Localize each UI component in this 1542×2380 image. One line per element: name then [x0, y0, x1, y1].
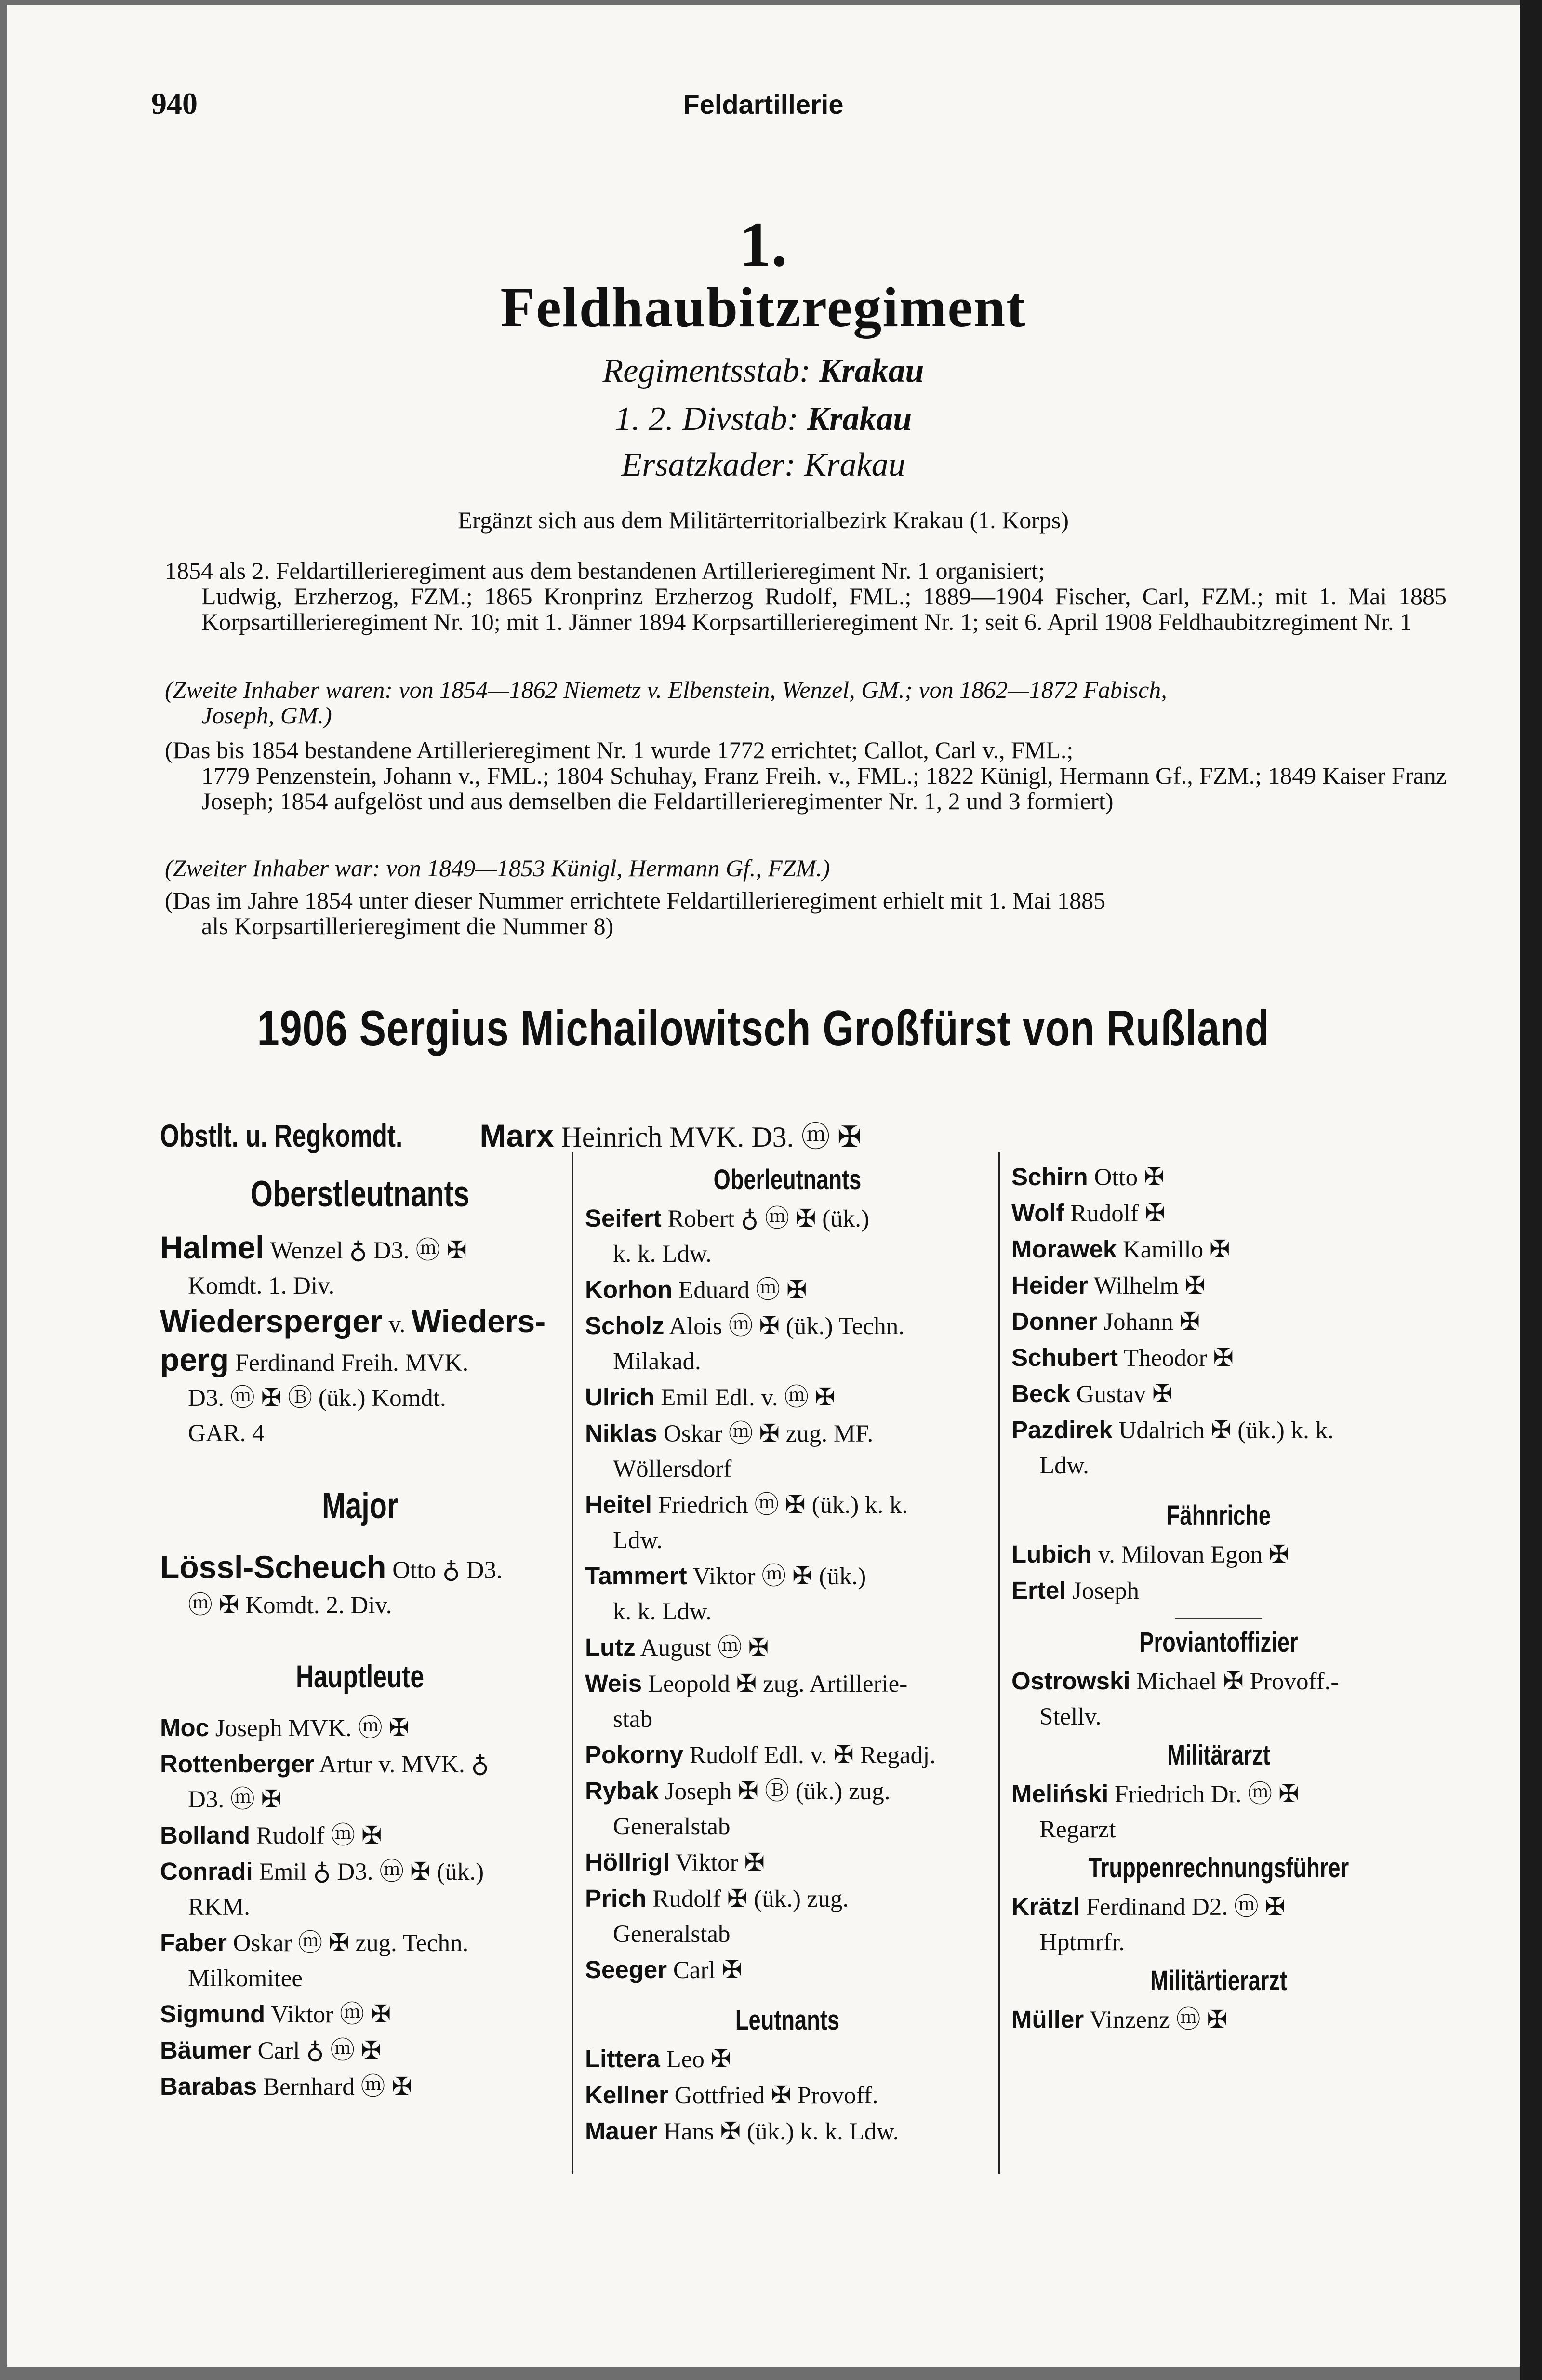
roster-entry: Lubich v. Milovan Egon ✠ [1011, 1540, 1289, 1568]
roster-entry: Rottenberger Artur v. MVK. ♁ [160, 1750, 489, 1778]
roster-entry-detail: Ldw. [1039, 1452, 1089, 1479]
roster-entry: Seeger Carl ✠ [585, 1956, 743, 1984]
roster-entry-detail: Hptmrfr. [1039, 1929, 1125, 1956]
roster-entry: Ertel Joseph [1011, 1577, 1139, 1604]
history-paragraph: 1854 als 2. Feldartillerieregiment aus dem bestandenen Artillerieregiment Nr. 1 organisiert; Ludwig, Erzherzog, FZM.; 1865 Kronprinz Erzherzog Rudolf, FML.; 1889—1904 Fischer, Carl, FZM.; mit 1. Mai 1885 Korpsartillerieregiment Nr. 10; mit 1. Jänner 1894 Korpsartillerieregiment Nr. 1; seit 6. April 1908 Feldhaubitzregiment Nr. 1 [165, 557, 1447, 635]
roster-entry: Ostrowski Michael ✠ Provoff.- [1011, 1667, 1339, 1695]
roster-entry: Kellner Gottfried ✠ Provoff. [585, 2081, 878, 2109]
roster-entry: Tammert Viktor ⓜ ✠ (ük.) [585, 1562, 866, 1590]
roster-entry-detail: Regarzt [1039, 1816, 1116, 1843]
history-paragraph: (Das im Jahre 1854 unter dieser Nummer errichtete Feldartillerieregiment erhielt mit 1. Mai 1885 als Korpsartillerieregiment die Nummer 8) [165, 887, 1106, 939]
roster-entry: Wiedersperger v. Wieders- [160, 1303, 546, 1339]
roster-entry: Schirn Otto ✠ [1011, 1163, 1165, 1191]
commander-line: Obstlt. u. Regkomdt. Marx Heinrich MVK. D3. ⓜ ✠ [160, 1118, 862, 1153]
roster-entry: Krätzl Ferdinand D2. ⓜ ✠ [1011, 1893, 1286, 1921]
roster-entry-detail: ⓜ ✠ Komdt. 2. Div. [188, 1592, 392, 1619]
roster-entry: Morawek Kamillo ✠ [1011, 1235, 1230, 1263]
roster-entry: Weis Leopold ✠ zug. Artillerie- [585, 1670, 908, 1698]
history-paragraph: (Zweiter Inhaber war: von 1849—1853 Künigl, Hermann Gf., FZM.) [165, 855, 830, 882]
roster-entry-detail: Generalstab [613, 1813, 731, 1840]
divider [1175, 1618, 1262, 1619]
roster-entry: Lössl-Scheuch Otto ♁ D3. [160, 1549, 503, 1585]
roster-entry: Pazdirek Udalrich ✠ (ük.) k. k. [1011, 1416, 1334, 1444]
section-heading-truppenrechnungsfuehrer: Truppenrechnungsführer [1088, 1852, 1349, 1884]
roster-entry: Höllrigl Viktor ✠ [585, 1848, 765, 1876]
section-heading-major: Major [321, 1485, 399, 1526]
roster-entry-detail: k. k. Ldw. [613, 1598, 712, 1625]
page-header [7, 86, 1520, 129]
roster-entry: Pokorny Rudolf Edl. v. ✠ Regadj. [585, 1741, 936, 1769]
roster-entry: Faber Oskar ⓜ ✠ zug. Techn. [160, 1929, 469, 1957]
page-number: 940 [151, 86, 198, 120]
roster-entry: Littera Leo ✠ [585, 2045, 731, 2073]
recruitment-line: Ergänzt sich aus dem Militärterritorialbezirk Krakau (1. Korps) [457, 507, 1069, 534]
section-heading-faehnriche: Fähnriche [1166, 1500, 1271, 1531]
section-heading-oberleutnants: Oberleutnants [713, 1164, 862, 1195]
history-paragraph: (Zweite Inhaber waren: von 1854—1862 Niemetz v. Elbenstein, Wenzel, GM.; von 1862—1872 Fabisch, Joseph, GM.) [165, 676, 1167, 729]
roster-entry: Donner Johann ✠ [1011, 1308, 1200, 1336]
roster-entry-detail: D3. ⓜ ✠ [188, 1786, 282, 1813]
staff-line: Regimentsstab: Krakau [602, 352, 924, 389]
section-heading-oberstleutnants: Oberstleutnants [250, 1174, 470, 1215]
division-staff-line: 1. 2. Divstab: Krakau [614, 401, 912, 438]
reserve-line: Ersatzkader: Krakau [621, 446, 905, 483]
roster-entry-detail: Komdt. 1. Div. [188, 1272, 335, 1299]
roster-entry: Halmel Wenzel ♁ D3. ⓜ ✠ [160, 1230, 467, 1265]
column-divider [998, 1152, 1000, 2174]
roster-entry: Müller Vinzenz ⓜ ✠ [1011, 2006, 1228, 2033]
column-divider [572, 1152, 573, 2174]
roster-entry: Mauer Hans ✠ (ük.) k. k. Ldw. [585, 2117, 899, 2145]
roster-entry: Wolf Rudolf ✠ [1011, 1199, 1166, 1227]
roster-entry-detail: Generalstab [613, 1921, 731, 1948]
roster-entry: Bäumer Carl ♁ ⓜ ✠ [160, 2036, 382, 2064]
column-2 [585, 1159, 990, 2150]
roster-entry: Conradi Emil ♁ D3. ⓜ ✠ (ük.) [160, 1858, 484, 1885]
running-title: Feldartillerie [683, 89, 844, 120]
roster-entry-detail: Stellv. [1039, 1703, 1102, 1730]
proprietor-heading: 1906 Sergius Michailowitsch Großfürst von Rußland [257, 1001, 1270, 1056]
roster-entry: Rybak Joseph ✠ Ⓑ (ük.) zug. [585, 1777, 891, 1805]
history-paragraph: (Das bis 1854 bestandene Artillerieregiment Nr. 1 wurde 1772 errichtet; Callot, Carl v., FML.; 1779 Penzenstein, Johann v., FML.; 1804 Schuhay, Franz Freih. v., FML.; 1822 Künigl, Hermann Gf., FZM.; 1849 Kaiser Franz Joseph; 1854 aufgelöst und aus demselben die Feldartillerieregimenter Nr. 1, 2 und 3 formiert) [165, 736, 1447, 815]
document-page [7, 5, 1520, 2367]
roster-entry: Beck Gustav ✠ [1011, 1380, 1173, 1408]
roster-entry: Heitel Friedrich ⓜ ✠ (ük.) k. k. [585, 1491, 908, 1519]
roster-entry: Meliński Friedrich Dr. ⓜ ✠ [1011, 1780, 1299, 1808]
roster-entry: Lutz August ⓜ ✠ [585, 1633, 769, 1661]
roster-entry: Barabas Bernhard ⓜ ✠ [160, 2072, 412, 2100]
section-heading-proviantoffizier: Proviantoffizier [1139, 1627, 1298, 1658]
roster-entry-detail: Ldw. [613, 1527, 663, 1554]
section-heading-militaerarzt: Militärarzt [1167, 1739, 1270, 1771]
roster-entry-detail: Milakad. [613, 1348, 701, 1375]
roster-entry-detail: Milkomitee [188, 1965, 303, 1992]
roster-entry-detail: D3. ⓜ ✠ Ⓑ (ük.) Komdt. [188, 1385, 446, 1412]
regiment-title: Feldhaubitzregiment [500, 276, 1026, 339]
roster-entry: Ulrich Emil Edl. v. ⓜ ✠ [585, 1383, 836, 1411]
roster-entry: Niklas Oskar ⓜ ✠ zug. MF. [585, 1419, 874, 1447]
roster-entry-detail: RKM. [188, 1894, 250, 1921]
roster-entry: Seifert Robert ♁ ⓜ ✠ (ük.) [585, 1204, 870, 1232]
scan-edge [1520, 0, 1542, 2380]
roster-entry-detail: k. k. Ldw. [613, 1241, 712, 1268]
roster-entry: Prich Rudolf ✠ (ük.) zug. [585, 1885, 849, 1912]
roster-entry-detail: GAR. 4 [188, 1420, 265, 1447]
roster-entry: Bolland Rudolf ⓜ ✠ [160, 1821, 382, 1849]
roster-entry-detail: Wöllersdorf [613, 1456, 732, 1483]
roster-entry: Korhon Eduard ⓜ ✠ [585, 1276, 807, 1304]
roster-entry-detail: perg Ferdinand Freih. MVK. [160, 1342, 469, 1377]
roster-entry: Scholz Alois ⓜ ✠ (ük.) Techn. [585, 1312, 904, 1340]
regiment-number: 1. [739, 209, 787, 280]
section-heading-leutnants: Leutnants [735, 2005, 840, 2036]
roster-entry: Sigmund Viktor ⓜ ✠ [160, 2000, 391, 2028]
column-3 [1011, 1159, 1426, 2038]
section-heading-hauptleute: Hauptleute [295, 1658, 425, 1694]
roster-entry: Moc Joseph MVK. ⓜ ✠ [160, 1714, 410, 1742]
section-heading-militaertierarzt: Militärtierarzt [1150, 1965, 1288, 1996]
roster-entry: Heider Wilhelm ✠ [1011, 1271, 1206, 1299]
roster-entry-detail: stab [613, 1706, 653, 1733]
roster-entry: Schubert Theodor ✠ [1011, 1344, 1234, 1372]
